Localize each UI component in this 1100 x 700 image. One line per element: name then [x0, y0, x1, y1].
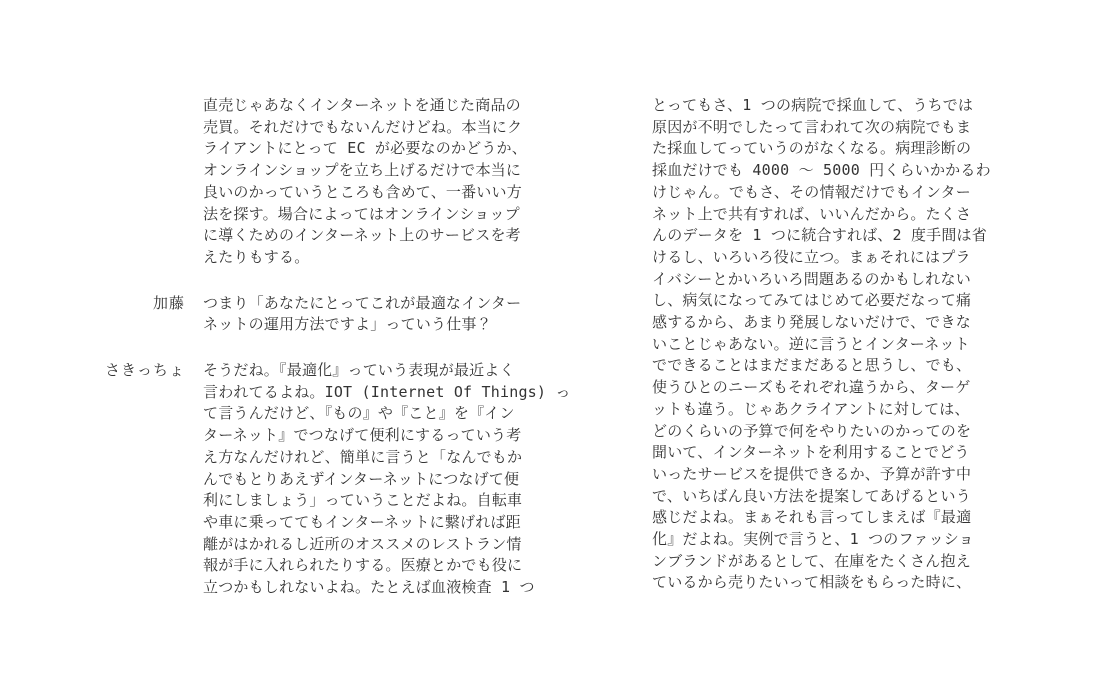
text-line: 感じだよね。まぁそれも言ってしまえば『最適 [652, 508, 972, 527]
text-line: 良いのかっていうところも含めて、一番いい方 [203, 182, 522, 201]
text-line: ットも違う。じゃあクライアントに対しては、 [652, 399, 970, 418]
text-line: 離がはかれるし近所のオススメのレストラン情 [203, 534, 522, 553]
text-line: で、いちばん良い方法を提案してあげるという [652, 486, 971, 505]
text-line: オンラインショップを立ち上げるだけで本当に [203, 161, 522, 180]
speaker-label [544, 95, 634, 594]
text-line: けるし、いろいろ役に立つ。まぁそれにはプラ [652, 247, 971, 266]
text-line: え方なんだけれど、簡単に言うと「なんでもか [203, 447, 523, 466]
left-column [95, 95, 571, 599]
text-line: でできることはまだまだあると思うし、でも、 [652, 356, 972, 375]
text-line: 使うひとのニーズもそれぞれ違うから、ターゲ [652, 378, 971, 397]
text-line: ているから売りたいって相談をもらった時に、 [652, 573, 972, 592]
text-line: し、病気になってみてはじめて必要だなって痛 [652, 291, 972, 310]
text-line: そうだね。『最適化』っていう表現が最近よく [203, 361, 515, 380]
dialogue-text [203, 293, 525, 336]
text-line: ネット上で共有すれば、いいんだから。たくさ [652, 204, 972, 223]
text-line: イバシーとかいろいろ問題あるのかもしれない [652, 269, 971, 288]
text-line: んのデータを 1 つに統合すれば、2 度手間は省 [652, 226, 987, 245]
text-line: 言われてるよね。IOT (Internet Of Things) っ [203, 382, 571, 401]
text-line: て言うんだけど、『もの』や『こと』を『イン [203, 404, 515, 423]
text-line: 化』だよね。実例で言うと、1 つのファッショ [652, 530, 974, 549]
text-line: いことじゃあない。逆に言うとインターネット [652, 334, 970, 353]
text-line: 立つかもしれないよね。たとえば血液検査 1 つ [203, 578, 535, 597]
text-line: 感するから、あまり発展しないだけで、できな [652, 313, 971, 332]
text-line: 法を探す。場合によってはオンラインショップ [203, 204, 520, 223]
text-line: 原因が不明でしたって言われて次の病院でもま [652, 117, 972, 136]
dialogue-block [95, 95, 525, 269]
text-line: ネットの運用方法ですよ」っていう仕事？ [203, 315, 492, 334]
speaker-label: さきっちょ [104, 361, 185, 380]
text-line: んでもとりあえずインターネットにつなげて便 [203, 469, 520, 488]
text-line: 直売じゃあなくインターネットを通じた商品の [203, 96, 521, 114]
speaker-label [95, 95, 185, 269]
text-line: 聞いて、インターネットを利用することでどう [652, 443, 970, 462]
text-line: ターネット』でつなげて便利にするっていう考 [203, 426, 522, 445]
text-line: 報が手に入れられたりする。医療とかでも役に [203, 556, 523, 575]
text-line: けじゃん。でもさ、その情報だけでもインター [652, 182, 971, 201]
text-line: や車に乗っててもインターネットに繋げれば距 [203, 512, 521, 531]
text-line: 採血だけでも 4000 ～ 5000 円くらいかかるわ [652, 161, 991, 180]
dialogue-block [544, 95, 991, 594]
text-line: どのくらいの予算で何をやりたいのかってのを [652, 421, 972, 440]
text-line: つまり「あなたにとってこれが最適なインター [203, 293, 522, 312]
text-line: 利にしましょう」っていうことだよね。自転車 [203, 491, 523, 510]
text-line: えたりもする。 [203, 247, 310, 266]
text-line: いったサービスを提供できるか、予算が許す中 [652, 464, 972, 483]
dialogue-text [203, 95, 525, 269]
dialogue-block [95, 293, 525, 336]
dialogue-text [203, 360, 571, 599]
text-line: とってもさ、1 つの病院で採血して、うちでは [652, 96, 974, 114]
text-line: 売買。それだけでもないんだけどね。本当にク [203, 117, 523, 136]
text-line: ライアントにとって EC が必要なのかどうか、 [203, 139, 527, 158]
right-column [544, 95, 991, 594]
dialogue-block [95, 360, 571, 599]
text-line: た採血してっていうのがなくなる。病理診断の [652, 139, 972, 158]
text-line: に導くためのインターネット上のサービスを考 [203, 226, 521, 245]
dialogue-text [652, 95, 991, 594]
speaker-label: 加藤 [152, 293, 185, 312]
text-line: ンブランドがあるとして、在庫をたくさん抱え [652, 551, 971, 570]
